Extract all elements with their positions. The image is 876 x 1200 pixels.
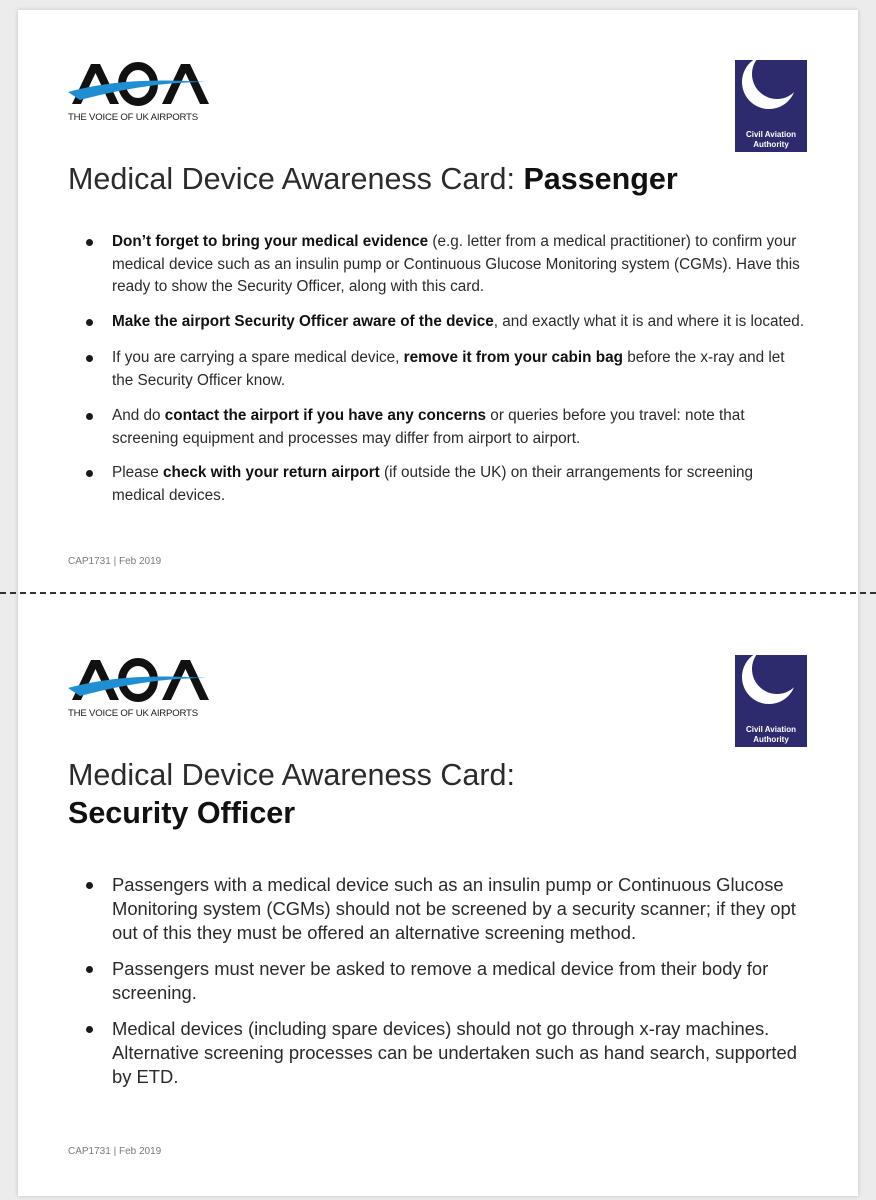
guidance-text: (e.g. letter from a medical practitioner) to confirm your medical device such as an insulin pump or Continuous Glucose Monitoring system (CGMs). Have this ready to show the Security Officer, along with this card. — [112, 233, 800, 295]
guidance-emphasis: remove it from your cabin bag — [403, 349, 623, 366]
guidance-text: , and exactly what it is and where it is located. — [493, 312, 805, 330]
title-prefix: Medical Device Awareness Card: — [68, 162, 524, 196]
title-audience: Passenger — [523, 162, 678, 196]
guidance-emphasis: Make the airport Security Officer aware of the device — [112, 312, 494, 330]
caa-line-2: Authority — [753, 735, 789, 744]
aoa-tagline: THE VOICE OF UK AIRPORTS — [68, 112, 198, 123]
title-audience: Security Officer — [68, 796, 296, 830]
officer-guidance-list — [68, 873, 808, 1101]
guidance-lead: If you are carrying a spare medical device, — [112, 349, 404, 366]
guidance-lead: Please — [112, 464, 164, 481]
caa-wordmark — [735, 725, 807, 745]
guidance-text: before the x-ray and let the Security Officer know. — [112, 349, 785, 389]
aoa-logo-mark — [66, 656, 211, 708]
guidance-emphasis: Don’t forget to bring your medical evidence — [112, 233, 429, 250]
caa-line-1: Civil Aviation — [745, 725, 797, 734]
guidance-item: Passengers with a medical device such as an insulin pump or Continuous Glucose Monitoring system (CGMs) should not be screened by a security scanner; if they opt out of this they must be offered an alternative screening method. — [68, 873, 808, 945]
aoa-tagline: THE VOICE OF UK AIRPORTS — [68, 708, 198, 719]
guidance-emphasis: contact the airport if you have any concerns — [164, 407, 487, 424]
caa-line-1: Civil Aviation — [745, 130, 797, 139]
cut-here-divider — [0, 592, 876, 594]
guidance-text: or queries before you travel: note that screening equipment and processes may differ from airport to airport. — [112, 407, 745, 447]
aoa-logo — [66, 656, 211, 722]
caa-logo — [735, 655, 807, 747]
passenger-card-reference: CAP1731 | Feb 2019 — [68, 556, 162, 567]
guidance-text: (if outside the UK) on their arrangements for screening medical devices. — [112, 464, 754, 504]
guidance-item: Medical devices (including spare devices) should not go through x-ray machines. Alternative screening processes can be undertaken such as hand search, supported by ETD. — [68, 1017, 808, 1089]
guidance-item: Passengers must never be asked to remove a medical device from their body for screening. — [68, 957, 808, 1005]
caa-line-2: Authority — [753, 140, 789, 149]
security-officer-card-title — [68, 756, 515, 832]
document-page — [18, 10, 858, 1196]
security-officer-card — [18, 10, 858, 1157]
guidance-lead: And do — [112, 407, 165, 424]
officer-card-reference: CAP1731 | Feb 2019 — [68, 1146, 162, 1157]
guidance-emphasis: check with your return airport — [163, 464, 380, 481]
title-line-1: Medical Device Awareness Card: — [68, 758, 515, 792]
